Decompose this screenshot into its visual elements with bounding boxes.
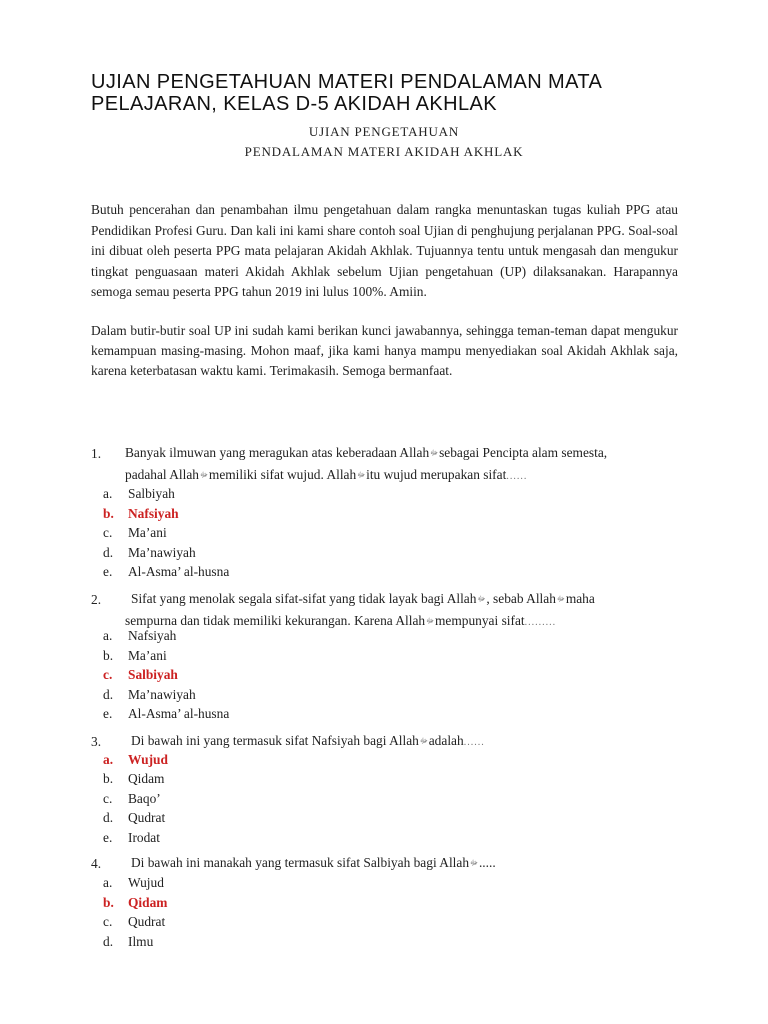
answer-option — [103, 914, 165, 933]
answer-option-correct — [103, 752, 168, 771]
question-text — [131, 852, 683, 874]
option-text: Nafsiyah — [128, 506, 179, 521]
option-text: Nafsiyah — [128, 628, 177, 643]
question-text-fragment: Di bawah ini manakah yang termasuk sifat Salbiyah bagi Allah — [131, 855, 470, 870]
option-letter: c. — [103, 667, 113, 682]
option-text: Salbiyah — [128, 486, 175, 501]
option-letter: a. — [103, 486, 113, 501]
answer-blank-dots: ...... — [506, 471, 528, 482]
option-letter: d. — [103, 934, 114, 949]
question-text-fragment: memiliki sifat wujud. Allah — [208, 467, 357, 482]
option-text: Qidam — [128, 771, 165, 786]
option-text: Al-Asma’ al-husna — [128, 564, 230, 579]
option-letter: a. — [103, 628, 113, 643]
option-text: Baqo’ — [128, 791, 161, 806]
option-letter: a. — [103, 875, 113, 890]
option-text: Irodat — [128, 830, 160, 845]
answer-option — [103, 545, 196, 564]
question-text — [125, 588, 683, 634]
option-text: Ma’ani — [128, 525, 167, 540]
option-letter: d. — [103, 687, 114, 702]
answer-option — [103, 810, 165, 829]
saw-symbol-icon: ﷻ — [430, 449, 439, 457]
answer-option — [103, 687, 196, 706]
option-letter: c. — [103, 914, 113, 929]
intro-paragraph: Butuh pencerahan dan penambahan ilmu pengetahuan dalam rangka menuntaskan tugas kuliah PPG atau Pendidikan Profesi Guru. Dan kali ini kami share contoh soal Ujian di penghujung perjalanan PPG. Soal-soal ini dibuat oleh peserta PPG mata pelajaran Akidah Akhlak. Tujuannya tentu untuk mengasah dan mengukur tingkat penguasaan materi Akidah Akhlak sebelum Ujian pengetahuan (UP) dilaksanakan. Harapannya semoga semau peserta PPG tahun 2019 ini lulus 100%. Amiin. — [91, 202, 678, 299]
answer-option — [103, 771, 164, 790]
option-text: Ma’nawiyah — [128, 687, 196, 702]
option-letter: d. — [103, 810, 114, 825]
document-title: UJIAN PENGETAHUAN MATERI PENDALAMAN MATA PELAJARAN, KELAS D-5 AKIDAH AKHLAK — [91, 71, 602, 115]
subtitle-subject: PENDALAMAN MATERI AKIDAH AKHLAK — [244, 144, 524, 159]
question-text-fragment: ..... — [478, 855, 496, 870]
question-text-fragment: adalah — [428, 733, 464, 748]
answer-option — [103, 830, 160, 849]
option-letter: e. — [103, 830, 113, 845]
answer-option-correct — [103, 506, 179, 525]
intro-paragraph-answer-key: Dalam butir-butir soal UP ini sudah kami berikan kunci jawabannya, sehingga teman-teman dapat mengukur kemampuan masing-masing. Mohon maaf, jika kami hanya mampu menyediakan soal Akidah Akhlak saja, karena keterbatasan waktu kami. Terimakasih. Semoga bermanfaat. — [91, 323, 678, 378]
question-number: 4. — [91, 856, 102, 871]
option-text: Wujud — [128, 752, 168, 767]
answer-option — [103, 648, 167, 667]
question-text — [125, 442, 680, 488]
question-text-fragment: , sebab Allah — [486, 591, 556, 606]
answer-option — [103, 706, 229, 725]
question-text — [131, 730, 683, 754]
answer-option — [103, 791, 161, 810]
option-text: Ma’ani — [128, 648, 167, 663]
subtitle-exam: UJIAN PENGETAHUAN — [308, 124, 460, 139]
option-letter: b. — [103, 506, 114, 521]
saw-symbol-icon: ﷻ — [200, 471, 208, 479]
question-number: 1. — [91, 446, 102, 461]
question-text-fragment: Sifat yang menolak segala sifat-sifat yang tidak layak bagi Allah — [131, 591, 477, 606]
option-letter: a. — [103, 752, 114, 767]
saw-symbol-icon: ﷻ — [470, 859, 478, 867]
answer-blank-dots: ......... — [524, 617, 557, 628]
question-text-fragment: padahal Allah — [125, 467, 199, 482]
question-number: 3. — [91, 734, 102, 749]
option-text: Qidam — [128, 895, 168, 910]
option-text: Wujud — [128, 875, 164, 890]
option-letter: b. — [103, 648, 114, 663]
option-letter: c. — [103, 525, 113, 540]
answer-option-correct — [103, 895, 167, 914]
answer-blank-dots: ...... — [463, 737, 485, 748]
question-text-fragment: sebagai Pencipta alam semesta, — [439, 445, 608, 460]
option-text: Ilmu — [128, 934, 154, 949]
saw-symbol-icon: ﷻ — [477, 595, 486, 603]
option-letter: b. — [103, 771, 114, 786]
answer-option — [103, 486, 175, 505]
question-text-fragment: sempurna dan tidak memiliki kekurangan. Karena Allah — [125, 613, 426, 628]
answer-option-correct — [103, 667, 178, 686]
answer-option — [103, 564, 229, 583]
answer-option — [103, 525, 167, 544]
option-letter: c. — [103, 791, 113, 806]
question-number: 2. — [91, 592, 102, 607]
saw-symbol-icon: ﷻ — [556, 595, 565, 603]
option-text: Salbiyah — [128, 667, 178, 682]
saw-symbol-icon: ﷻ — [357, 471, 366, 479]
saw-symbol-icon: ﷻ — [426, 617, 434, 625]
option-text: Qudrat — [128, 810, 166, 825]
option-letter: d. — [103, 545, 114, 560]
option-letter: e. — [103, 564, 113, 579]
option-letter: b. — [103, 895, 114, 910]
answer-option — [103, 934, 153, 953]
answer-option — [103, 875, 164, 894]
answer-option — [103, 628, 176, 647]
question-text-fragment: maha — [565, 591, 595, 606]
question-text-fragment: itu wujud merupakan sifat — [366, 467, 507, 482]
question-text-fragment: Banyak ilmuwan yang meragukan atas keberadaan Allah — [125, 445, 430, 460]
option-text: Qudrat — [128, 914, 166, 929]
question-text-fragment: mempunyai sifat — [435, 613, 525, 628]
question-text-fragment: Di bawah ini yang termasuk sifat Nafsiyah bagi Allah — [131, 733, 419, 748]
option-text: Ma’nawiyah — [128, 545, 196, 560]
saw-symbol-icon: ﷻ — [419, 737, 428, 745]
option-letter: e. — [103, 706, 113, 721]
option-text: Al-Asma’ al-husna — [128, 706, 230, 721]
